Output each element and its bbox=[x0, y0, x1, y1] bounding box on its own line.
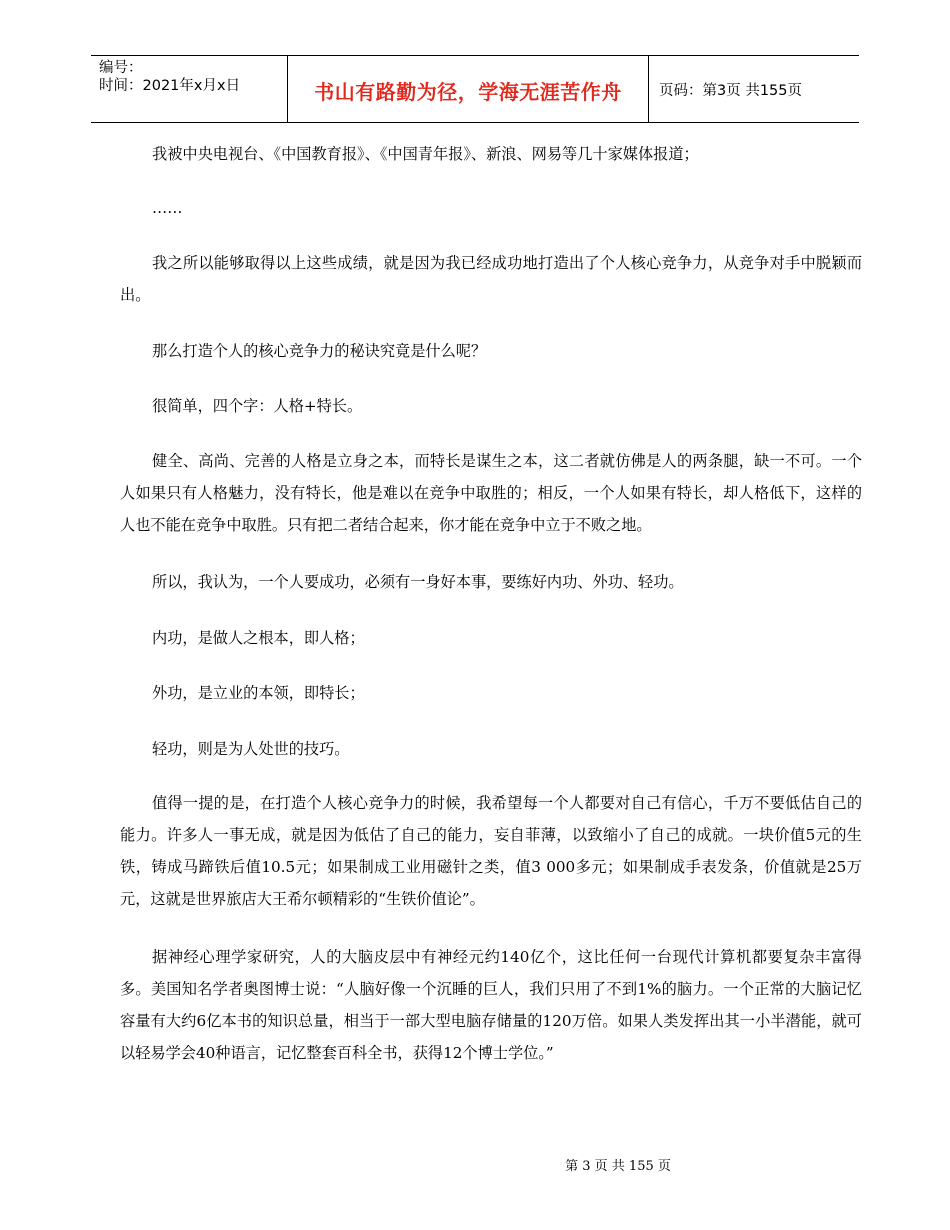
page-footer: 第 3 页 共 155 页 bbox=[565, 1159, 671, 1174]
motto-text: 书山有路勤为径，学海无涯苦作舟 bbox=[314, 79, 622, 104]
paragraph: 值得一提的是，在打造个人核心竞争力的时候，我希望每一个人都要对自己有信心，千万不要低估自己的能力。许多人一事无成，就是因为低估了自己的能力，妄自菲薄，以致缩小了自己的成就。一块价值5元的生铁，铸成马蹄铁后值10.5元；如果制成工业用磁针之类，值3 000多元；如果制成手表发条，价值就是25万元，这就是世界旅店大王希尔顿精彩的“生铁价值论”。 bbox=[120, 794, 862, 908]
time-label: 时间：2021年x月x日 bbox=[99, 78, 241, 94]
paragraph: 外功，是立业的本领，即特长； bbox=[152, 684, 365, 702]
paragraph-ellipsis: …… bbox=[152, 199, 183, 217]
header-page-info bbox=[649, 56, 859, 122]
paragraph: 内功，是做人之根本，即人格； bbox=[152, 629, 365, 647]
header-motto-cell bbox=[287, 56, 649, 122]
page-header bbox=[91, 55, 859, 123]
paragraph: 那么打造个人的核心竞争力的秘诀究竟是什么呢？ bbox=[152, 342, 487, 360]
paragraph: 轻功，则是为人处世的技巧。 bbox=[152, 740, 350, 758]
paragraph: 健全、高尚、完善的人格是立身之本，而特长是谋生之本，这二者就仿佛是人的两条腿，缺一不可。一个人如果只有人格魅力，没有特长，他是难以在竞争中取胜的；相反，一个人如果有特长，却人格低下，这样的人也不能在竞争中取胜。只有把二者结合起来，你才能在竞争中立于不败之地。 bbox=[120, 452, 862, 534]
paragraph: 所以，我认为，一个人要成功，必须有一身好本事，要练好内功、外功、轻功。 bbox=[152, 573, 684, 591]
page-info-text: 页码：第3页 共155页 bbox=[659, 82, 803, 99]
paragraph: 据神经心理学家研究，人的大脑皮层中有神经元约140亿个，这比任何一台现代计算机都要复杂丰富得多。美国知名学者奥图博士说：“人脑好像一个沉睡的巨人，我们只用了不到1%的脑力。一个正常的大脑记忆容量有大约6亿本书的知识总量，相当于一部大型电脑存储量的120万倍。如果人类发挥出其一小半潜能，就可以轻易学会40种语言，记忆整套百科全书，获得12个博士学位。” bbox=[120, 948, 862, 1062]
header-meta bbox=[91, 56, 287, 122]
paragraph: 很简单，四个字：人格+特长。 bbox=[152, 397, 363, 415]
paragraph: 我之所以能够取得以上这些成绩，就是因为我已经成功地打造出了个人核心竞争力，从竞争对手中脱颖而出。 bbox=[120, 254, 862, 304]
paragraph: 我被中央电视台、《中国教育报》、《中国青年报》、新浪、网易等几十家媒体报道； bbox=[152, 145, 699, 163]
number-label: 编号： bbox=[99, 60, 143, 76]
